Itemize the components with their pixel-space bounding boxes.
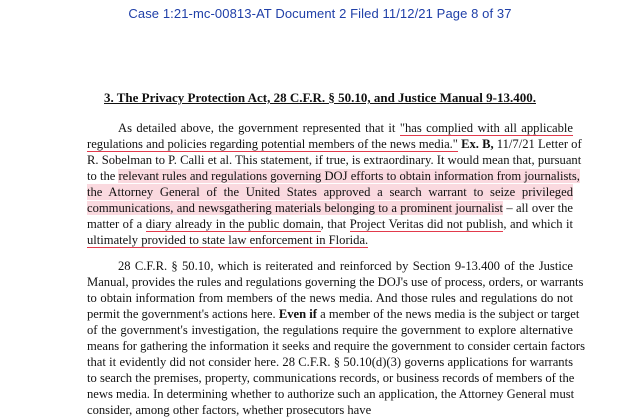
section-heading: 3. The Privacy Protection Act, 28 C.F.R. § 50.10, and Justice Manual 9-13.400. <box>104 90 536 105</box>
p1-text: to the <box>87 169 119 183</box>
p1-text: R. Sobelman to P. Calli et al. This statement, if true, is extraordinary. It would mean that, pursuant <box>87 153 582 167</box>
p1-line-4 <box>87 168 580 184</box>
p2-line-5 <box>87 322 573 338</box>
p1-text: matter of a <box>87 217 146 231</box>
p1-underlined-quote: "has complied with all applicable <box>399 121 574 135</box>
p1-underlined-quote: regulations and policies regarding potential members of the news media." <box>87 137 458 151</box>
p1-highlight: communications, and newsgathering materials belonging to a prominent journalist <box>87 201 503 215</box>
p2-line-3 <box>87 290 573 306</box>
p1-text: – all over the <box>502 201 573 215</box>
p1-text: , that <box>320 217 350 231</box>
p1-text: , and which it <box>503 217 574 231</box>
p2-text: means for gathering the information it seeks and require the government to consider certain factors <box>87 339 585 353</box>
p2-line-7 <box>87 354 573 370</box>
p1-line-5 <box>87 184 573 200</box>
p2-line-2 <box>87 274 584 290</box>
p2-text: consider, among other factors, whether prosecutors have <box>87 403 372 417</box>
case-header: Case 1:21-mc-00813-AT Document 2 Filed 11/12/21 Page 8 of 37 <box>128 6 512 21</box>
p1-line-1 <box>87 120 573 136</box>
p1-text: As detailed above, the government represented that it <box>118 121 400 135</box>
p2-text: a member of the news media is the subject or target <box>316 307 580 321</box>
p2-text: to search the premises, property, communications records, or business records of members of the <box>87 371 575 385</box>
p1-text: 11/7/21 Letter of <box>493 137 582 151</box>
exhibit-ref: Ex. B, <box>457 137 494 151</box>
p1-line-2 <box>87 136 582 152</box>
p1-line-3 <box>87 152 582 168</box>
p2-text: of the government's investigation, the regulations require the government to explore alternative <box>87 323 573 337</box>
p2-line-4 <box>87 306 580 322</box>
p2-line-9 <box>87 386 573 402</box>
p1-highlight: relevant rules and regulations governing DOJ efforts to obtain information from journalists, <box>118 169 580 183</box>
p2-bold-phrase: Even if <box>278 307 317 321</box>
p1-highlight: the Attorney General of the United States approved a search warrant to seize privileged <box>87 185 573 199</box>
p2-text: 28 C.F.R. § 50.10, which is reiterated and reinforced by Section 9-13.400 of the Justice <box>118 259 573 273</box>
p2-line-1 <box>87 258 573 274</box>
p1-underlined-phrase: diary already in the public domain <box>145 217 321 231</box>
p1-line-7 <box>87 216 573 232</box>
p2-text: to obtain information from members of the news media. And those rules and regulations do not <box>87 291 573 305</box>
p1-underlined-phrase: ultimately provided to state law enforcement in Florida. <box>87 233 369 247</box>
p2-text: that it evidently did not consider here. 28 C.F.R. § 50.10(d)(3) governs applications for warrants <box>87 355 573 369</box>
p1-underlined-phrase: Project Veritas did not publish <box>349 217 504 231</box>
p2-line-10 <box>87 402 573 418</box>
p1-line-8 <box>87 232 573 248</box>
p2-text: news media. In determining whether to authorize such an application, the Attorney General must <box>87 387 575 401</box>
p2-text: permit the government's actions here. <box>87 307 279 321</box>
p2-line-8 <box>87 370 573 386</box>
p2-line-6 <box>87 338 585 354</box>
p1-line-6 <box>87 200 573 216</box>
p2-text: Manual, provides the rules and regulations governing the DOJ's use of process, orders, or warrants <box>87 275 584 289</box>
